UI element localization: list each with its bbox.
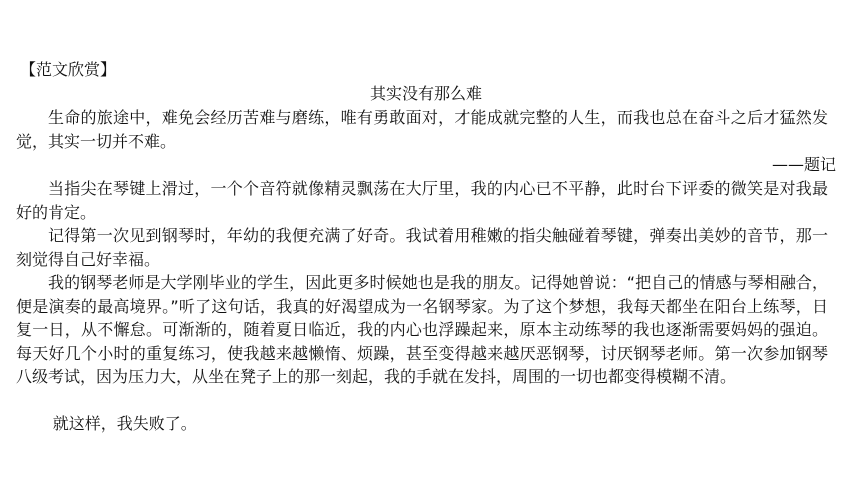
section-label: 【范文欣赏】: [20, 60, 117, 79]
body-paragraph-1: 当指尖在琴键上滑过，一个个音符就像精灵飘荡在大厅里，我的内心已不平静，此时台下评委的微笑是对我最好的肯定。: [16, 179, 828, 222]
epigraph-paragraph: 生命的旅途中，难免会经历苦难与磨练，唯有勇敢面对，才能成就完整的人生，而我也总在奋斗之后才猛然发觉，其实一切并不难。: [16, 108, 828, 151]
body-paragraph-2: 记得第一次见到钢琴时，年幼的我便充满了好奇。我试着用稚嫩的指尖触碰着琴键，弹奏出美妙的音节，那一刻觉得自己好幸福。: [16, 226, 828, 269]
essay-title: 其实没有那么难: [369, 84, 482, 103]
epigraph-signature: ——题记: [771, 155, 836, 174]
body-paragraph-3: 我的钢琴老师是大学刚毕业的学生，因此更多时候她也是我的朋友。记得她曾说：“把自己的情感与琴相融合，便是演奏的最高境界。”听了这句话，我真的好渴望成为一名钢琴家。为了这个梦想，我每天都坐在阳台上练琴，日复一日，从不懈怠。可渐渐的，随着夏日临近，我的内心也浮躁起来，原本主动练琴的我也逐渐需要妈妈的强迫。每天好几个小时的重复练习，使我越来越懒惰、烦躁，甚至变得越来越厌恶钢琴，讨厌钢琴老师。第一次参加钢琴八级考试，因为压力大，从坐在凳子上的那一刻起，我的手就在发抖，周围的一切也都变得模糊不清。: [16, 273, 828, 386]
body-paragraph-4: 就这样，我失败了。: [52, 414, 197, 433]
